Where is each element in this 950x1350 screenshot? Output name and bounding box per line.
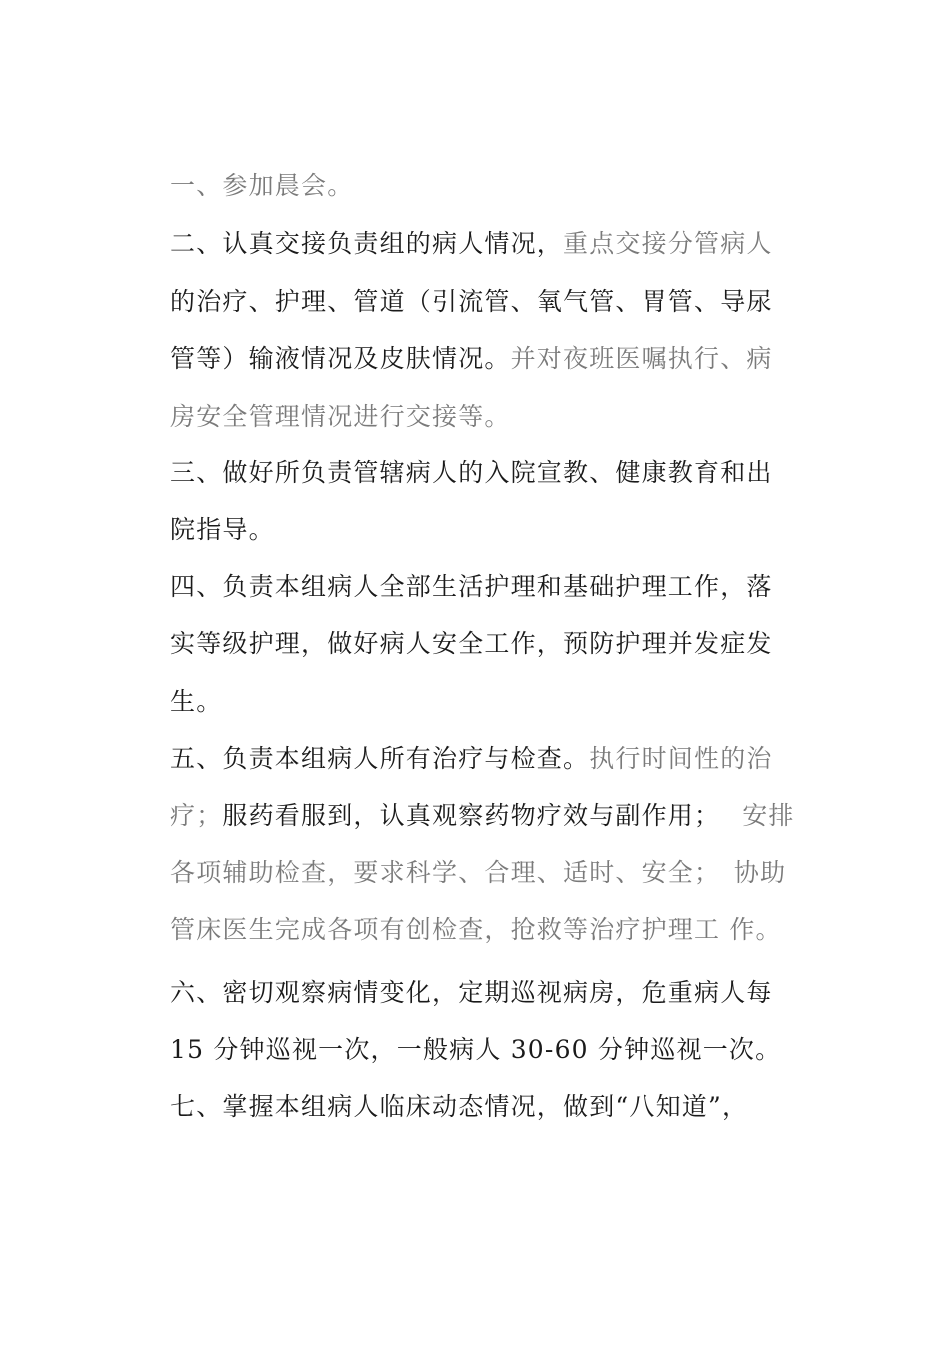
text-span: 院指导。 <box>170 515 275 544</box>
paragraph-2-line-2 <box>170 286 773 318</box>
text-span: 疗； <box>170 801 223 830</box>
paragraph-3-line-2 <box>170 514 275 546</box>
text-span: 管等）输液情况及皮肤情况。 <box>170 344 511 373</box>
paragraph-5-line-3 <box>170 857 786 889</box>
text-span: 三、做好所负责管辖病人的入院宣教、健康教育和出 <box>170 458 773 487</box>
text-span: 的治疗、护理、管道（引流管、氧气管、胃管、导尿 <box>170 287 773 316</box>
text-span: 一、参加晨会。 <box>170 171 354 200</box>
paragraph-4-line-3 <box>170 686 222 718</box>
text-span: 四、负责本组病人全部生活护理和基础护理工作，落 <box>170 572 773 601</box>
text-span: 实等级护理，做好病人安全工作，预防护理并发症发 <box>170 629 773 658</box>
paragraph-3-line-1 <box>170 457 773 489</box>
text-span: 服药看服到，认真观察药物疗效与副作用； <box>222 801 721 830</box>
text-span: 各项辅助检查，要求科学、合理、适时、安全； 协助 <box>170 858 787 887</box>
text-span: 六、密切观察病情变化，定期巡视病房，危重病人每 <box>170 978 773 1007</box>
paragraph-4-line-2 <box>170 628 773 660</box>
text-span: 房安全管理情况进行交接等。 <box>170 402 511 431</box>
text-span: 执行时间性的治 <box>589 744 773 773</box>
paragraph-2-line-3 <box>170 343 773 375</box>
text-span: 15 分钟巡视一次，一般病人 30-60 分钟巡视一次。 <box>170 1035 782 1064</box>
paragraph-4-line-1 <box>170 571 773 603</box>
text-span: 重点交接分管病人 <box>563 229 773 258</box>
paragraph-6-line-1 <box>170 977 773 1009</box>
text-span: 管床医生完成各项有创检查，抢救等治疗护理工 作。 <box>170 915 782 944</box>
paragraph-1-line-1 <box>170 170 353 202</box>
text-span: 安排 <box>742 801 795 830</box>
paragraph-5-line-2 <box>170 800 795 832</box>
text-span: 生。 <box>170 687 223 716</box>
text-span: 二、认真交接负责组的病人情况， <box>170 229 564 258</box>
paragraph-7-line-1 <box>170 1091 748 1123</box>
text-span: 并对夜班医嘱执行、病 <box>510 344 773 373</box>
paragraph-5-line-4 <box>170 914 782 946</box>
text-span: 五、负责本组病人所有治疗与检查。 <box>170 744 590 773</box>
paragraph-2-line-1 <box>170 228 773 260</box>
paragraph-2-line-4 <box>170 401 511 433</box>
paragraph-6-line-2 <box>170 1034 781 1066</box>
paragraph-5-line-1 <box>170 743 773 775</box>
text-span: 七、掌握本组病人临床动态情况，做到“八知道”， <box>170 1092 749 1121</box>
